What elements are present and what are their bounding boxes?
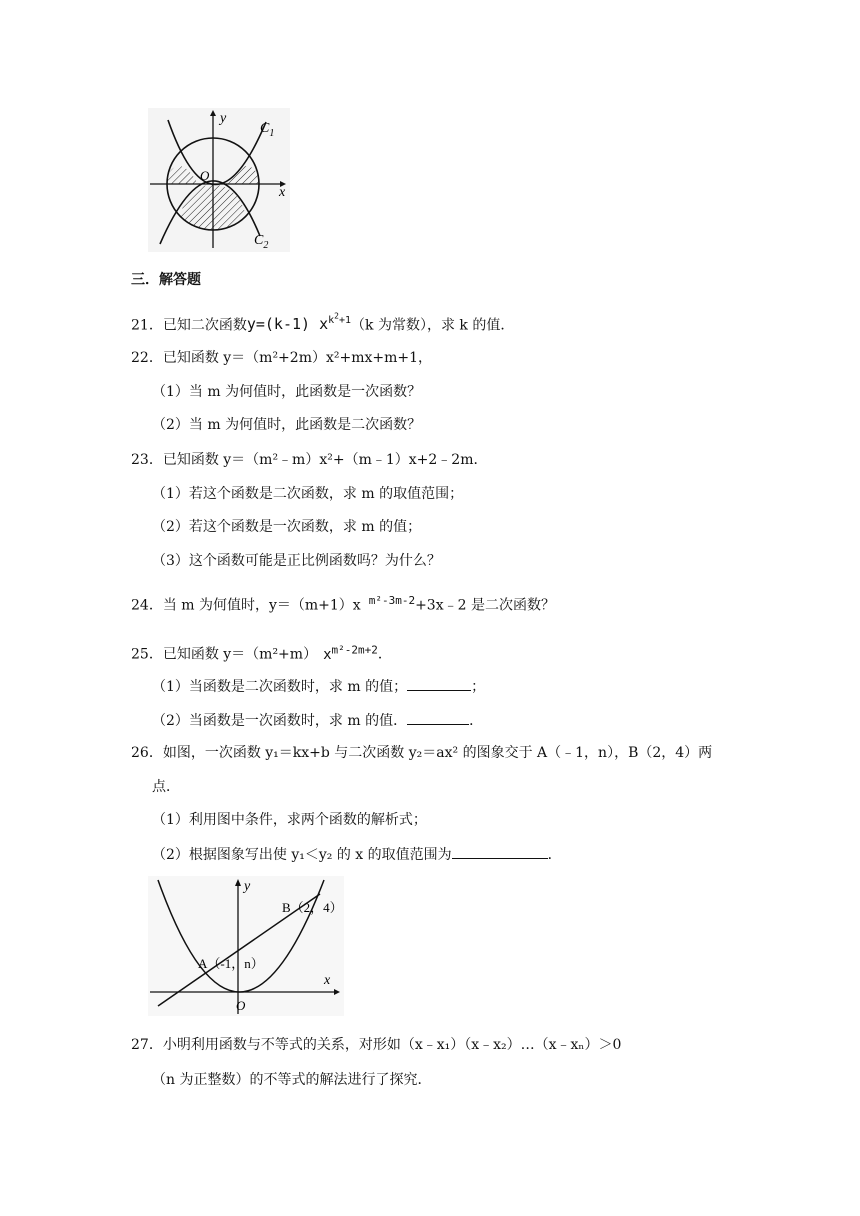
c2-label: $C_2$ — [254, 233, 269, 251]
line-parabola-figure — [148, 876, 344, 1016]
y-label: y — [220, 111, 227, 126]
point-a-label: A（-1，n） — [198, 956, 264, 971]
question-21 — [131, 307, 514, 335]
q21-num: 21． — [131, 317, 163, 334]
origin-label: O — [236, 998, 246, 1013]
q21-pre: 已知二次函数 — [162, 317, 247, 334]
q21-formula-image: y=(k-1) $x^{k^2+1}$ — [246, 312, 352, 334]
origin-label: O — [200, 168, 210, 183]
answer-blank[interactable] — [407, 676, 471, 691]
question-22: 22．已知函数 y＝（m²+2m）x²+mx+m+1， — [131, 350, 433, 366]
q25-formula-image: $x^{m^2-2m+2}$ — [323, 643, 378, 663]
question-23-part-1: （1）若这个函数是二次函数，求 m 的取值范围； — [152, 486, 464, 502]
question-26-line-1: 26．如图，一次函数 y₁＝kx+b 与二次函数 y₂＝ax² 的图象交于 A（﹣1，n），B（2，4）两 — [131, 745, 713, 761]
question-24: 24．当 m 为何值时，y＝（m+1）x $^{m^2-3m-2}$+3x﹣2 是二次函数？ — [131, 594, 555, 614]
x-label: x — [324, 973, 331, 988]
question-26-part-1: （1）利用图中条件，求两个函数的解析式； — [152, 812, 427, 828]
question-25-part-1: （1）当函数是二次函数时，求 m 的值； ； — [152, 676, 485, 697]
question-25: 25．已知函数 y＝（m²+m） $x^{m^2-2m+2}$． — [131, 643, 392, 663]
question-22-part-1: （1）当 m 为何值时，此函数是一次函数？ — [152, 384, 422, 400]
question-22-part-2: （2）当 m 为何值时，此函数是二次函数？ — [152, 417, 422, 433]
section-title: 三．解答题 — [131, 272, 201, 288]
q24-exponent: m²-3m-2 — [368, 594, 416, 607]
point-b-label: B（2，4） — [282, 900, 343, 915]
y-label: y — [244, 879, 251, 894]
question-26-line-2: 点． — [152, 779, 180, 795]
answer-blank[interactable] — [407, 710, 469, 725]
circle-parabola-figure — [148, 108, 290, 252]
question-27-line-1: 27．小明利用函数与不等式的关系，对形如（x﹣x₁）（x﹣x₂）…（x﹣xₙ）＞0 — [131, 1037, 622, 1053]
question-23: 23．已知函数 y＝（m²﹣m）x²+（m﹣1）x+2﹣2m． — [131, 452, 488, 468]
question-26-part-2: （2）根据图象写出使 y₁＜y₂ 的 x 的取值范围为 ． — [152, 844, 562, 865]
question-23-part-2: （2）若这个函数是一次函数，求 m 的值； — [152, 519, 422, 535]
question-27-line-2: （n 为正整数）的不等式的解法进行了探究． — [152, 1072, 432, 1088]
question-23-part-3: （3）这个函数可能是正比例函数吗？为什么？ — [152, 553, 441, 569]
answer-blank[interactable] — [452, 844, 548, 859]
question-25-part-2: （2）当函数是一次函数时，求 m 的值． ． — [152, 710, 483, 731]
x-label: x — [279, 185, 286, 200]
q21-post: （k 为常数），求 k 的值． — [351, 317, 515, 334]
c1-label: $C_1$ — [260, 121, 275, 139]
